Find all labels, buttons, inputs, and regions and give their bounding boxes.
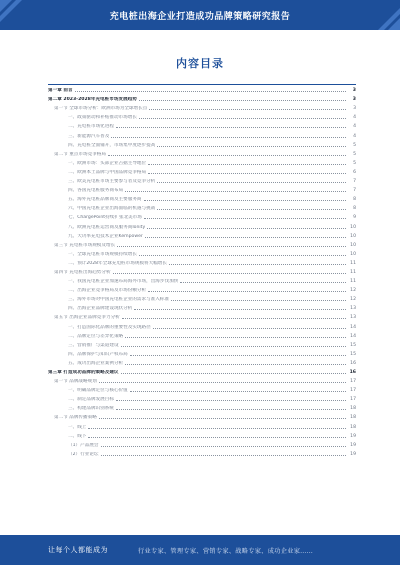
toc-entry[interactable] xyxy=(48,220,356,229)
toc-entry[interactable] xyxy=(48,120,356,129)
toc-leader-dots xyxy=(113,273,346,274)
toc-entry-page: 5 xyxy=(353,151,356,157)
toc-entry-label: 五、海外充电桩品牌商及主要服务商 xyxy=(68,197,142,203)
toc-leader-dots xyxy=(116,127,346,128)
toc-entry-label: 第二章 2023-2028年充电桩市场发展趋势 xyxy=(48,97,137,103)
toc-entry-page: 19 xyxy=(350,442,356,448)
toc-entry-label: 第三章 打造成功品牌的策略及建议 xyxy=(48,370,119,375)
toc-entry-page: 17 xyxy=(350,388,356,394)
toc-entry[interactable] xyxy=(48,184,356,193)
toc-entry-label: 一、欧洲市场：头部企业占据主导地位 xyxy=(68,160,147,166)
toc-entry-label: 八、欧洲充电桩运营商及服务商Ionity xyxy=(68,224,146,230)
page-header xyxy=(0,0,400,30)
toc-entry-label: 第一节 品牌战略规划 xyxy=(54,379,97,385)
toc-entry[interactable] xyxy=(48,448,356,457)
toc-entry-label: 三、欧美充电桩市场主要参与者及竞争分析 xyxy=(68,179,156,185)
toc-leader-dots xyxy=(130,391,346,392)
toc-leader-dots xyxy=(125,191,346,192)
toc-entry-page: 10 xyxy=(350,233,356,239)
toc-entry-label: 第三节 充电桩市场规模及增长 xyxy=(54,242,116,248)
toc-entry-page: 16 xyxy=(349,370,356,375)
toc-entry[interactable] xyxy=(48,311,356,320)
toc-entry[interactable] xyxy=(48,320,356,329)
toc-entry[interactable] xyxy=(48,129,356,138)
toc-leader-dots xyxy=(147,228,346,229)
toc-entry[interactable] xyxy=(48,84,356,93)
toc-leader-dots xyxy=(157,146,346,147)
report-title: 充电桩出海企业打造成功品牌策略研究报告 xyxy=(109,11,291,22)
toc-entry-page: 18 xyxy=(350,424,356,430)
toc-entry-page: 3 xyxy=(353,106,356,112)
toc-entry-page: 17 xyxy=(350,379,356,385)
toc-entry-label: 三、新能源汽车普及 xyxy=(68,133,110,139)
toc-leader-dots xyxy=(139,100,346,101)
toc-entry-label: 四、充电桩全面铺开，市场集中度逐步提高 xyxy=(68,142,156,148)
toc-entry[interactable] xyxy=(48,402,356,411)
toc-entry[interactable] xyxy=(48,139,356,148)
toc-title: 内容目录 xyxy=(176,57,224,70)
toc-entry-page: 19 xyxy=(350,451,356,457)
toc-entry[interactable] xyxy=(48,102,356,111)
toc-entry-page: 4 xyxy=(353,115,356,121)
toc-entry[interactable] xyxy=(48,348,356,357)
toc-entry[interactable] xyxy=(48,257,356,266)
toc-entry[interactable] xyxy=(48,193,356,202)
toc-leader-dots xyxy=(88,428,346,429)
corner-stripes-icon xyxy=(368,0,400,30)
toc-entry[interactable] xyxy=(48,239,356,248)
toc-entry[interactable] xyxy=(48,157,356,166)
toc-entry-page: 8 xyxy=(353,206,356,212)
toc-leader-dots xyxy=(148,291,346,292)
toc-entry-label: （1）产品展会 xyxy=(68,442,99,448)
toc-entry-page: 15 xyxy=(350,342,356,348)
toc-leader-dots xyxy=(121,373,346,374)
toc-entry-page: 5 xyxy=(353,160,356,166)
toc-entry-label: 三、构建品牌识别系统 xyxy=(68,406,114,412)
toc-entry-label: 三、海外市场对中国充电桩企业的需求与准入标准 xyxy=(68,297,170,303)
toc-entry-label: 一、打造国际化品牌的重要性及实现路径 xyxy=(68,324,151,330)
toc-leader-dots xyxy=(116,400,346,401)
toc-entry-label: 第一章 前言 xyxy=(48,88,73,94)
toc-entry-label: 三、营销推广与渠道建设 xyxy=(68,342,119,348)
toc-leader-dots xyxy=(125,364,346,365)
footer-tags: 行业专家、管理专家、营销专家、战略专家、成功企业家…… xyxy=(138,547,314,555)
toc-entry[interactable] xyxy=(48,393,356,402)
toc-entry[interactable] xyxy=(48,411,356,420)
toc-entry-page: 11 xyxy=(350,269,356,275)
toc-leader-dots xyxy=(99,382,346,383)
toc-entry-label: 二、欧洲本土品牌与中国品牌竞争格局 xyxy=(68,169,147,175)
toc-entry-page: 11 xyxy=(350,260,356,266)
toc-leader-dots xyxy=(117,246,346,247)
toc-entry-page: 16 xyxy=(350,360,356,366)
toc-entry[interactable] xyxy=(48,248,356,257)
toc-entry-page: 6 xyxy=(353,169,356,175)
toc-leader-dots xyxy=(125,337,346,338)
toc-leader-dots xyxy=(101,455,347,456)
toc-leader-dots xyxy=(144,200,346,201)
toc-entry-page: 8 xyxy=(353,197,356,203)
toc-leader-dots xyxy=(111,137,346,138)
toc-entry-label: 第二节 重点市场竞争格局 xyxy=(54,151,106,157)
toc-entry[interactable] xyxy=(48,293,356,302)
toc-entry-label: 六、中国充电桩企业出海面临的机遇与挑战 xyxy=(68,206,156,212)
corner-stripes-icon xyxy=(0,0,32,30)
toc-entry-page: 7 xyxy=(353,188,356,194)
toc-leader-dots xyxy=(101,446,347,447)
toc-entry[interactable] xyxy=(48,266,356,275)
toc-entry[interactable] xyxy=(48,302,356,311)
toc-entry-label: 一、明确品牌定位与核心价值 xyxy=(68,388,128,394)
toc-entry[interactable] xyxy=(48,339,356,348)
toc-entry-label: 四、品牌保护与知识产权布局 xyxy=(68,351,128,357)
toc-entry-page: 4 xyxy=(353,133,356,139)
toc-entry-label: 五、成功出海企业案例分析 xyxy=(68,360,124,366)
toc-entry-label: 一、全球充电桩市场规模持续增长 xyxy=(68,251,137,257)
toc-leader-dots xyxy=(130,355,346,356)
toc-entry-label: 二、品牌定位与差异化策略 xyxy=(68,333,124,339)
toc-leader-dots xyxy=(134,309,346,310)
toc-entry[interactable] xyxy=(48,93,356,102)
toc-entry-page: 9 xyxy=(353,215,356,221)
toc-entry-label: 二、制定品牌发展目标 xyxy=(68,397,114,403)
toc-entry-page: 3 xyxy=(352,88,356,94)
toc-leader-dots xyxy=(169,264,346,265)
toc-entry-page: 3 xyxy=(352,97,356,103)
toc-entry-label: 二、线下 xyxy=(68,433,87,439)
toc-entry-page: 11 xyxy=(350,279,356,285)
toc-entry[interactable] xyxy=(48,366,356,375)
toc-leader-dots xyxy=(180,282,346,283)
toc-entry[interactable] xyxy=(48,175,356,184)
toc-leader-dots xyxy=(99,418,346,419)
toc-entry[interactable] xyxy=(48,375,356,384)
toc-leader-dots xyxy=(148,164,346,165)
toc-entry-label: 第一节 全球市场分析：欧洲市场为全球增长点 xyxy=(54,106,148,112)
toc-entry-label: 第四节 充电桩出海趋势分析 xyxy=(54,269,111,275)
toc-entry[interactable] xyxy=(48,202,356,211)
toc-entry-page: 13 xyxy=(350,306,356,312)
toc-entry[interactable] xyxy=(48,211,356,220)
toc-entry-label: 一、线上 xyxy=(68,424,87,430)
page-footer xyxy=(0,535,400,565)
toc-entry[interactable] xyxy=(48,284,356,293)
toc-entry-label: 一、我国充电桩企业加速布局海外市场，出海步伐加快 xyxy=(68,279,179,285)
toc-entry-label: 第五节 出海企业品牌竞争力分析 xyxy=(54,315,120,321)
toc-leader-dots xyxy=(122,318,346,319)
toc-leader-dots xyxy=(139,118,346,119)
toc-leader-dots xyxy=(108,155,346,156)
toc-entry-label: 四、各国充电桩服务商布局 xyxy=(68,188,124,194)
toc-leader-dots xyxy=(157,209,346,210)
toc-entry-label: 一、政策驱动和补贴推动市场增长 xyxy=(68,115,137,121)
toc-entry-page: 19 xyxy=(350,433,356,439)
toc-entry-label: 第二节 品牌传播策略 xyxy=(54,415,97,421)
toc-entry[interactable] xyxy=(48,275,356,284)
toc-entry-label: 四、出海企业品牌建设现状分析 xyxy=(68,306,133,312)
toc-leader-dots xyxy=(121,346,346,347)
toc-entry[interactable] xyxy=(48,166,356,175)
toc-entry-page: 18 xyxy=(350,415,356,421)
toc-leader-dots xyxy=(75,91,346,92)
toc-leader-dots xyxy=(116,409,346,410)
toc-entry-page: 5 xyxy=(353,142,356,148)
toc-entry-page: 18 xyxy=(350,406,356,412)
toc-leader-dots xyxy=(88,437,346,438)
toc-entry-page: 15 xyxy=(350,351,356,357)
toc-entry-page: 14 xyxy=(350,324,356,330)
toc-entry-page: 10 xyxy=(350,242,356,248)
toc-entry-page: 10 xyxy=(350,251,356,257)
toc-leader-dots xyxy=(144,218,346,219)
toc-entry-page: 13 xyxy=(350,315,356,321)
toc-entry-page: 10 xyxy=(350,224,356,230)
toc-entry-page: 12 xyxy=(350,297,356,303)
toc-entry-label: （2）行业论坛 xyxy=(68,451,99,457)
toc-entry[interactable] xyxy=(48,420,356,429)
toc-entry[interactable] xyxy=(48,148,356,157)
toc-entry[interactable] xyxy=(48,439,356,448)
toc-entry[interactable] xyxy=(48,430,356,439)
toc-entry-page: 17 xyxy=(350,397,356,403)
footer-slogan: 让每个人都能成为 xyxy=(48,546,108,554)
toc-entry-page: 12 xyxy=(350,288,356,294)
toc-entry[interactable] xyxy=(48,230,356,239)
toc-entry-page: 14 xyxy=(350,333,356,339)
table-of-contents xyxy=(48,84,356,457)
toc-leader-dots xyxy=(153,328,346,329)
toc-leader-dots xyxy=(148,173,346,174)
toc-entry-label: 二、出海企业竞争格局及市场份额分析 xyxy=(68,288,147,294)
toc-entry-label: 九、大功率充电技术企业Kempower xyxy=(68,233,143,239)
toc-entry[interactable] xyxy=(48,330,356,339)
toc-entry[interactable] xyxy=(48,384,356,393)
toc-entry-label: 二、充电桩市场化进程 xyxy=(68,124,114,130)
toc-leader-dots xyxy=(171,300,346,301)
toc-leader-dots xyxy=(139,255,346,256)
toc-leader-dots xyxy=(149,109,346,110)
toc-entry[interactable] xyxy=(48,111,356,120)
toc-entry-label: 二、预计2028年全球充电桩市场规模将大幅增长 xyxy=(68,260,167,266)
toc-entry-page: 7 xyxy=(353,179,356,185)
toc-entry[interactable] xyxy=(48,357,356,366)
toc-entry-label: 七、ChargePoint持续扩张北美市场 xyxy=(68,215,142,221)
toc-entry-page: 4 xyxy=(353,124,356,130)
toc-leader-dots xyxy=(145,237,346,238)
toc-leader-dots xyxy=(157,182,346,183)
